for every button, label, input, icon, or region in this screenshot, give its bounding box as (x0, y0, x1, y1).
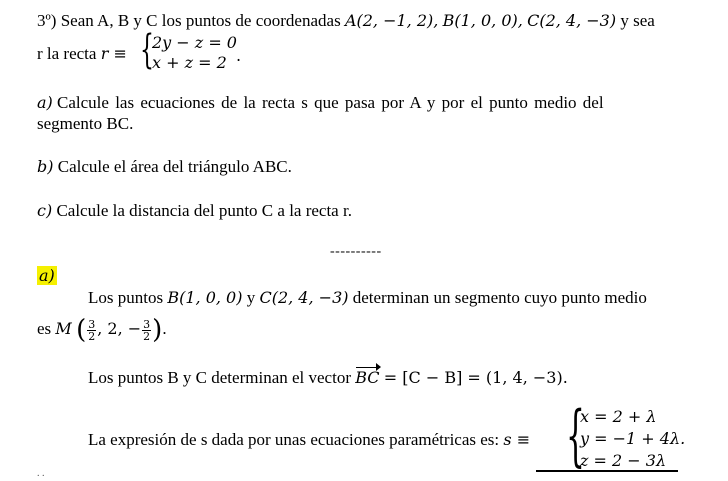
question-c-label: c) (37, 201, 53, 220)
problem-number: 3º) (37, 11, 57, 30)
left-brace-s-icon: { (566, 397, 585, 474)
solution-a-heading (37, 266, 57, 286)
solution-a-label: a) (39, 266, 55, 285)
p1-point-c: C(2, 4, −3) (259, 288, 349, 307)
question-a-label: a) (37, 93, 53, 112)
p3-text: La expresión de s dada por unas ecuaciones paramétricas es: (88, 430, 500, 449)
line-r-text: r la recta (37, 44, 97, 63)
p1-y: y (246, 288, 256, 307)
p1-point-b: B(1, 0, 0) (167, 288, 243, 307)
problem-line-2 (37, 44, 127, 64)
question-b-text: Calcule el área del triángulo ABC. (57, 157, 292, 176)
left-paren-icon: ( (76, 315, 87, 346)
solution-paragraph-2 (88, 368, 568, 388)
p2-equation: = [C − B] = (1, 4, −3). (383, 368, 568, 387)
problem-intro: Sean A, B y C los puntos de coordenadas (60, 11, 341, 30)
solution-paragraph-3 (88, 430, 530, 450)
r-symbol: r ≡ (100, 44, 127, 63)
s-equation-3: z = 2 − 3λ (580, 451, 667, 470)
question-b (37, 157, 292, 177)
p3-s-symbol: s ≡ (503, 430, 531, 449)
left-brace-icon: { (140, 27, 154, 73)
fraction-3-2-a: $\frac{3}{2}$ (88, 317, 96, 343)
r-equation-2: x + z = 2 (152, 53, 227, 72)
question-c-text: Calcule la distancia del punto C a la recta r. (56, 201, 352, 220)
point-a: A(2, −1, 2), (344, 11, 439, 30)
separator: ---------- (330, 244, 382, 259)
fraction-3-2-b: $\frac{3}{2}$ (143, 317, 151, 343)
s-equation-2: y = −1 + 4λ. (580, 429, 686, 448)
p1b-mid: , 2, − (97, 319, 142, 338)
question-a (37, 93, 604, 113)
right-paren-icon: ) (152, 315, 163, 346)
vector-bc: BC (355, 368, 380, 387)
p1b-m: M (55, 319, 72, 338)
r-end-period: . (236, 46, 242, 65)
p2-start: Los puntos B y C determinan el vector (88, 368, 351, 387)
and-be-text: y sea (620, 11, 655, 30)
s-system (566, 397, 710, 474)
answer-underline (536, 470, 678, 472)
point-c: C(2, 4, −3) (527, 11, 617, 30)
question-a-text: Calcule las ecuaciones de la recta s que pasa por A y por el punto medio del (57, 93, 604, 112)
p1-end: determinan un segmento cuyo punto medio (352, 288, 647, 307)
solution-paragraph-1b (37, 314, 167, 345)
p1b-es: es (37, 319, 52, 338)
footer-fragment: . . (37, 468, 45, 479)
question-a-text-2: segmento BC. (37, 114, 134, 133)
solution-paragraph-1 (88, 288, 647, 308)
r-equation-1: 2y − z = 0 (152, 33, 237, 52)
s-equation-1: x = 2 + λ (580, 407, 657, 426)
point-b: B(1, 0, 0), (442, 11, 523, 30)
question-a-line-2 (37, 114, 133, 134)
question-c (37, 201, 352, 221)
p1b-end: . (162, 319, 167, 338)
r-system (140, 27, 250, 77)
question-b-label: b) (37, 157, 54, 176)
problem-line-1 (37, 11, 655, 31)
p1-start: Los puntos (88, 288, 164, 307)
